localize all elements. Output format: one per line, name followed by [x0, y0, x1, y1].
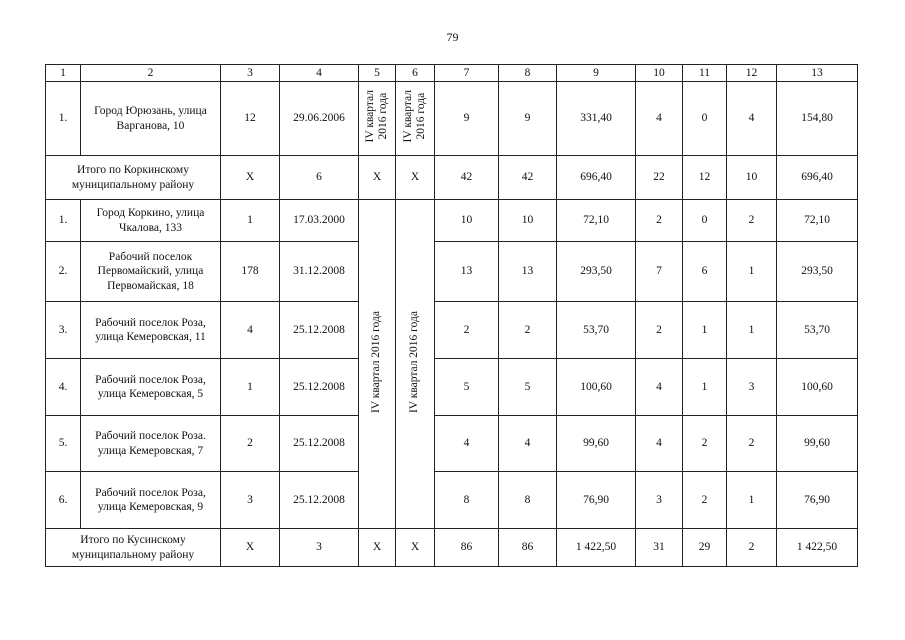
cell: 6 [683, 242, 727, 302]
cell: 2 [636, 302, 683, 359]
cell: 22 [636, 156, 683, 200]
cell: 31 [636, 529, 683, 567]
cell: 86 [435, 529, 499, 567]
cell: 4 [221, 302, 280, 359]
cell: 12 [221, 82, 280, 156]
cell: 9 [499, 82, 557, 156]
header-row [46, 65, 858, 82]
period-cell [396, 82, 435, 156]
date-cell: 25.12.2008 [280, 416, 359, 472]
cell: 2 [221, 416, 280, 472]
cell: X [396, 529, 435, 567]
total-label: Итого по Кусинскому муниципальному району [46, 529, 221, 567]
date-cell: 25.12.2008 [280, 472, 359, 529]
date-cell: 25.12.2008 [280, 302, 359, 359]
period-merged-cell [359, 200, 396, 529]
cell: 1 [683, 359, 727, 416]
cell: 76,90 [777, 472, 858, 529]
cell: 1 [221, 200, 280, 242]
period-text: IV квартал 2016 года [363, 90, 389, 143]
address-cell: Город Коркино, улица Чкалова, 133 [81, 200, 221, 242]
cell: 8 [435, 472, 499, 529]
cell: 29 [683, 529, 727, 567]
cell: X [221, 529, 280, 567]
cell: X [396, 156, 435, 200]
cell: 99,60 [557, 416, 636, 472]
table-row [46, 200, 858, 242]
address-cell: Город Юрюзань, улица Варганова, 10 [81, 82, 221, 156]
header-cell: 4 [280, 65, 359, 82]
date-cell: 17.03.2000 [280, 200, 359, 242]
total-row [46, 156, 858, 200]
cell: 696,40 [557, 156, 636, 200]
cell: 2 [683, 416, 727, 472]
cell: 13 [435, 242, 499, 302]
address-cell: Рабочий поселок Роза, улица Кемеровская, 11 [81, 302, 221, 359]
date-cell: 31.12.2008 [280, 242, 359, 302]
cell: 4 [636, 359, 683, 416]
cell: 72,10 [557, 200, 636, 242]
cell: 10 [435, 200, 499, 242]
page-number: 79 [446, 30, 459, 44]
period-text: IV квартал 2016 года [408, 310, 421, 413]
cell: 99,60 [777, 416, 858, 472]
row-number: 6. [46, 472, 81, 529]
cell: 76,90 [557, 472, 636, 529]
cell: 42 [499, 156, 557, 200]
cell: 2 [435, 302, 499, 359]
cell: X [359, 529, 396, 567]
header-cell: 9 [557, 65, 636, 82]
cell: X [221, 156, 280, 200]
table-row [46, 359, 858, 416]
address-cell: Рабочий поселок Роза, улица Кемеровская, 5 [81, 359, 221, 416]
table-row [46, 82, 858, 156]
cell: 0 [683, 200, 727, 242]
cell: 0 [683, 82, 727, 156]
address-cell: Рабочий поселок Первомайский, улица Первомайская, 18 [81, 242, 221, 302]
cell: 1 [727, 472, 777, 529]
cell: 12 [683, 156, 727, 200]
cell: 4 [727, 82, 777, 156]
cell: 10 [499, 200, 557, 242]
header-cell: 2 [81, 65, 221, 82]
cell: 53,70 [557, 302, 636, 359]
cell: 10 [727, 156, 777, 200]
period-text: IV квартал 2016 года [401, 90, 427, 143]
cell: 178 [221, 242, 280, 302]
header-cell: 10 [636, 65, 683, 82]
cell: 1 [221, 359, 280, 416]
date-cell: 29.06.2006 [280, 82, 359, 156]
period-merged-cell [396, 200, 435, 529]
cell: 6 [280, 156, 359, 200]
cell: 4 [636, 82, 683, 156]
header-cell: 8 [499, 65, 557, 82]
header-cell: 5 [359, 65, 396, 82]
cell: 154,80 [777, 82, 858, 156]
cell: 1 [683, 302, 727, 359]
cell: 293,50 [777, 242, 858, 302]
cell: 3 [280, 529, 359, 567]
row-number: 3. [46, 302, 81, 359]
row-number: 5. [46, 416, 81, 472]
cell: 100,60 [557, 359, 636, 416]
header-cell: 6 [396, 65, 435, 82]
cell: 86 [499, 529, 557, 567]
cell: 5 [499, 359, 557, 416]
row-number: 1. [46, 82, 81, 156]
cell: 2 [727, 529, 777, 567]
address-cell: Рабочий поселок Роза, улица Кемеровская, 9 [81, 472, 221, 529]
cell: 13 [499, 242, 557, 302]
cell: 2 [727, 416, 777, 472]
cell: 696,40 [777, 156, 858, 200]
cell: 1 422,50 [777, 529, 858, 567]
cell: 53,70 [777, 302, 858, 359]
cell: 3 [727, 359, 777, 416]
table-row [46, 416, 858, 472]
cell: 2 [727, 200, 777, 242]
total-label: Итого по Коркинскому муниципальному району [46, 156, 221, 200]
cell: 2 [636, 200, 683, 242]
cell: 2 [499, 302, 557, 359]
cell: 72,10 [777, 200, 858, 242]
header-cell: 13 [777, 65, 858, 82]
cell: 331,40 [557, 82, 636, 156]
cell: 2 [683, 472, 727, 529]
date-cell: 25.12.2008 [280, 359, 359, 416]
cell: 1 422,50 [557, 529, 636, 567]
row-number: 2. [46, 242, 81, 302]
table-row [46, 302, 858, 359]
period-text: IV квартал 2016 года [370, 310, 383, 413]
row-number: 1. [46, 200, 81, 242]
cell: 4 [435, 416, 499, 472]
row-number: 4. [46, 359, 81, 416]
header-cell: 7 [435, 65, 499, 82]
cell: 8 [499, 472, 557, 529]
cell: 293,50 [557, 242, 636, 302]
address-cell: Рабочий поселок Роза. улица Кемеровская, 7 [81, 416, 221, 472]
header-cell: 11 [683, 65, 727, 82]
cell: 4 [499, 416, 557, 472]
cell: 7 [636, 242, 683, 302]
header-cell: 1 [46, 65, 81, 82]
table-row [46, 242, 858, 302]
cell: 100,60 [777, 359, 858, 416]
cell: 42 [435, 156, 499, 200]
cell: 1 [727, 242, 777, 302]
cell: 9 [435, 82, 499, 156]
cell: 1 [727, 302, 777, 359]
period-cell [359, 82, 396, 156]
cell: 4 [636, 416, 683, 472]
cell: 3 [636, 472, 683, 529]
header-cell: 3 [221, 65, 280, 82]
cell: X [359, 156, 396, 200]
cell: 3 [221, 472, 280, 529]
table-row [46, 472, 858, 529]
total-row [46, 529, 858, 567]
header-cell: 12 [727, 65, 777, 82]
housing-table [45, 64, 858, 567]
cell: 5 [435, 359, 499, 416]
